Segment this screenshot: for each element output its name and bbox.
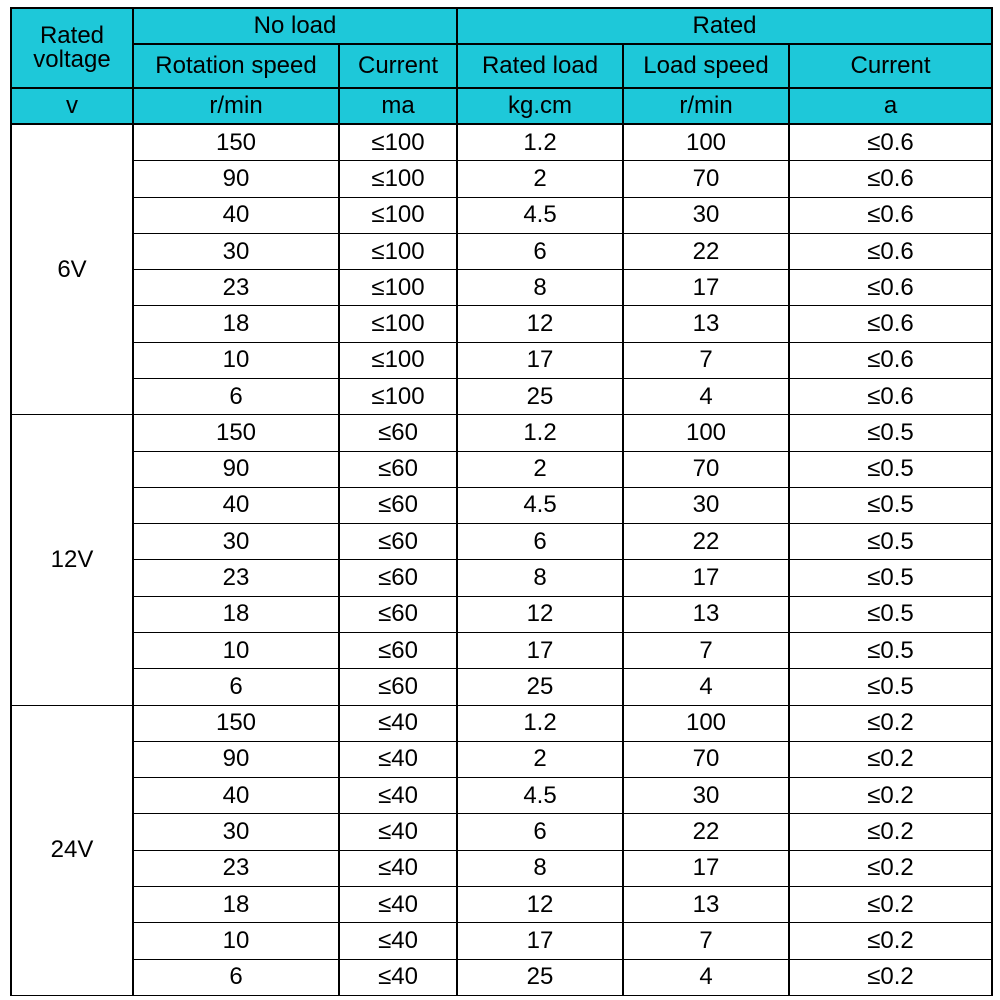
rated-voltage-header-line2: voltage bbox=[33, 46, 111, 73]
table-row bbox=[11, 342, 992, 378]
rated-load-cell: 4.5 bbox=[457, 487, 623, 523]
rated-load-cell: 2 bbox=[457, 451, 623, 487]
no-load-current-cell: ≤100 bbox=[339, 342, 457, 378]
no-load-current-cell: ≤100 bbox=[339, 379, 457, 415]
rotation-speed-cell: 30 bbox=[133, 814, 339, 850]
load-speed-cell: 7 bbox=[623, 923, 789, 959]
rated-current-cell: ≤0.2 bbox=[789, 778, 992, 814]
table-row bbox=[11, 850, 992, 886]
load-speed-cell: 22 bbox=[623, 524, 789, 560]
table-row bbox=[11, 560, 992, 596]
load-speed-cell: 7 bbox=[623, 632, 789, 668]
load-speed-cell: 70 bbox=[623, 161, 789, 197]
no-load-current-cell: ≤60 bbox=[339, 669, 457, 705]
no-load-current-cell: ≤100 bbox=[339, 197, 457, 233]
no-load-current-header: Current bbox=[339, 44, 457, 88]
rated-current-cell: ≤0.6 bbox=[789, 342, 992, 378]
load-speed-cell: 4 bbox=[623, 379, 789, 415]
rated-current-cell: ≤0.5 bbox=[789, 632, 992, 668]
no-load-current-cell: ≤100 bbox=[339, 124, 457, 161]
rated-header: Rated bbox=[457, 8, 992, 44]
load-speed-cell: 7 bbox=[623, 342, 789, 378]
load-speed-cell: 100 bbox=[623, 124, 789, 161]
header-row-groups bbox=[11, 8, 992, 44]
rotation-speed-cell: 150 bbox=[133, 124, 339, 161]
rated-current-cell: ≤0.5 bbox=[789, 560, 992, 596]
rated-load-cell: 1.2 bbox=[457, 705, 623, 741]
table-row bbox=[11, 415, 992, 451]
rated-current-cell: ≤0.6 bbox=[789, 306, 992, 342]
table-row bbox=[11, 451, 992, 487]
rotation-speed-cell: 40 bbox=[133, 778, 339, 814]
rotation-speed-cell: 23 bbox=[133, 560, 339, 596]
no-load-current-cell: ≤40 bbox=[339, 959, 457, 996]
rotation-speed-cell: 10 bbox=[133, 632, 339, 668]
rated-current-cell: ≤0.6 bbox=[789, 197, 992, 233]
table-row bbox=[11, 778, 992, 814]
load-speed-cell: 13 bbox=[623, 306, 789, 342]
table-row bbox=[11, 923, 992, 959]
rated-load-cell: 25 bbox=[457, 959, 623, 996]
load-speed-cell: 30 bbox=[623, 778, 789, 814]
rotation-speed-cell: 40 bbox=[133, 487, 339, 523]
rated-load-cell: 8 bbox=[457, 270, 623, 306]
no-load-current-cell: ≤60 bbox=[339, 560, 457, 596]
rated-load-cell: 4.5 bbox=[457, 778, 623, 814]
rated-current-cell: ≤0.5 bbox=[789, 596, 992, 632]
rated-current-cell: ≤0.5 bbox=[789, 487, 992, 523]
rated-load-cell: 8 bbox=[457, 560, 623, 596]
no-load-current-cell: ≤60 bbox=[339, 451, 457, 487]
rated-load-cell: 12 bbox=[457, 596, 623, 632]
rated-current-cell: ≤0.2 bbox=[789, 886, 992, 922]
voltage-cell: 12V bbox=[11, 415, 133, 705]
table-row bbox=[11, 161, 992, 197]
rated-current-cell: ≤0.5 bbox=[789, 524, 992, 560]
rotation-speed-cell: 40 bbox=[133, 197, 339, 233]
table-header bbox=[11, 8, 992, 124]
rotation-speed-cell: 6 bbox=[133, 669, 339, 705]
no-load-current-cell: ≤60 bbox=[339, 524, 457, 560]
rated-load-cell: 6 bbox=[457, 814, 623, 850]
rated-load-cell: 17 bbox=[457, 632, 623, 668]
rated-load-cell: 6 bbox=[457, 524, 623, 560]
load-speed-cell: 4 bbox=[623, 669, 789, 705]
load-speed-cell: 70 bbox=[623, 741, 789, 777]
rotation-speed-cell: 18 bbox=[133, 596, 339, 632]
load-speed-header: Load speed bbox=[623, 44, 789, 88]
rated-current-cell: ≤0.6 bbox=[789, 233, 992, 269]
table-row bbox=[11, 197, 992, 233]
table-row bbox=[11, 270, 992, 306]
no-load-current-cell: ≤40 bbox=[339, 705, 457, 741]
table-row bbox=[11, 524, 992, 560]
no-load-current-cell: ≤100 bbox=[339, 306, 457, 342]
rotation-speed-header: Rotation speed bbox=[133, 44, 339, 88]
rotation-speed-cell: 30 bbox=[133, 524, 339, 560]
load-speed-cell: 22 bbox=[623, 814, 789, 850]
load-speed-cell: 100 bbox=[623, 705, 789, 741]
no-load-current-cell: ≤60 bbox=[339, 415, 457, 451]
rated-current-cell: ≤0.6 bbox=[789, 161, 992, 197]
rated-load-cell: 6 bbox=[457, 233, 623, 269]
no-load-current-cell: ≤100 bbox=[339, 233, 457, 269]
load-speed-cell: 30 bbox=[623, 197, 789, 233]
table-body bbox=[11, 124, 992, 996]
table-row bbox=[11, 233, 992, 269]
rated-current-cell: ≤0.2 bbox=[789, 923, 992, 959]
table-row bbox=[11, 669, 992, 705]
table-row bbox=[11, 596, 992, 632]
rated-load-cell: 1.2 bbox=[457, 415, 623, 451]
table-row bbox=[11, 124, 992, 161]
rated-current-header: Current bbox=[789, 44, 992, 88]
rated-load-cell: 17 bbox=[457, 342, 623, 378]
rated-current-cell: ≤0.5 bbox=[789, 415, 992, 451]
motor-spec-table bbox=[10, 7, 993, 996]
rated-current-cell: ≤0.6 bbox=[789, 124, 992, 161]
header-row-units bbox=[11, 88, 992, 124]
no-load-header: No load bbox=[133, 8, 457, 44]
rotation-speed-cell: 10 bbox=[133, 342, 339, 378]
table-row bbox=[11, 814, 992, 850]
no-load-current-cell: ≤60 bbox=[339, 487, 457, 523]
rated-load-cell: 25 bbox=[457, 379, 623, 415]
no-load-current-cell: ≤100 bbox=[339, 161, 457, 197]
rated-current-cell: ≤0.2 bbox=[789, 741, 992, 777]
load-speed-cell: 100 bbox=[623, 415, 789, 451]
unit-no-load-current: ma bbox=[339, 88, 457, 124]
rated-current-cell: ≤0.6 bbox=[789, 270, 992, 306]
no-load-current-cell: ≤100 bbox=[339, 270, 457, 306]
no-load-current-cell: ≤40 bbox=[339, 741, 457, 777]
no-load-current-cell: ≤60 bbox=[339, 632, 457, 668]
no-load-current-cell: ≤40 bbox=[339, 814, 457, 850]
table-row bbox=[11, 705, 992, 741]
rated-current-cell: ≤0.5 bbox=[789, 669, 992, 705]
table-row bbox=[11, 306, 992, 342]
rated-load-cell: 17 bbox=[457, 923, 623, 959]
rotation-speed-cell: 10 bbox=[133, 923, 339, 959]
rotation-speed-cell: 23 bbox=[133, 850, 339, 886]
unit-voltage: v bbox=[11, 88, 133, 124]
unit-rotation-speed: r/min bbox=[133, 88, 339, 124]
rotation-speed-cell: 150 bbox=[133, 415, 339, 451]
rotation-speed-cell: 18 bbox=[133, 306, 339, 342]
rotation-speed-cell: 90 bbox=[133, 161, 339, 197]
rated-load-cell: 2 bbox=[457, 161, 623, 197]
rated-current-cell: ≤0.5 bbox=[789, 451, 992, 487]
rated-voltage-header-line1: Rated bbox=[39, 22, 105, 49]
table-row bbox=[11, 886, 992, 922]
rated-load-header: Rated load bbox=[457, 44, 623, 88]
rotation-speed-cell: 18 bbox=[133, 886, 339, 922]
table-row bbox=[11, 959, 992, 996]
load-speed-cell: 17 bbox=[623, 850, 789, 886]
load-speed-cell: 17 bbox=[623, 560, 789, 596]
load-speed-cell: 4 bbox=[623, 959, 789, 996]
rated-current-cell: ≤0.6 bbox=[789, 379, 992, 415]
load-speed-cell: 13 bbox=[623, 596, 789, 632]
table-row bbox=[11, 379, 992, 415]
rated-voltage-header bbox=[11, 8, 133, 88]
no-load-current-cell: ≤40 bbox=[339, 850, 457, 886]
rated-load-cell: 12 bbox=[457, 306, 623, 342]
rated-current-cell: ≤0.2 bbox=[789, 850, 992, 886]
rotation-speed-cell: 90 bbox=[133, 451, 339, 487]
rotation-speed-cell: 23 bbox=[133, 270, 339, 306]
unit-rated-current: a bbox=[789, 88, 992, 124]
no-load-current-cell: ≤60 bbox=[339, 596, 457, 632]
rated-load-cell: 8 bbox=[457, 850, 623, 886]
voltage-cell: 6V bbox=[11, 124, 133, 415]
rated-current-cell: ≤0.2 bbox=[789, 705, 992, 741]
rotation-speed-cell: 90 bbox=[133, 741, 339, 777]
no-load-current-cell: ≤40 bbox=[339, 923, 457, 959]
load-speed-cell: 13 bbox=[623, 886, 789, 922]
load-speed-cell: 17 bbox=[623, 270, 789, 306]
rotation-speed-cell: 6 bbox=[133, 959, 339, 996]
rotation-speed-cell: 30 bbox=[133, 233, 339, 269]
rated-load-cell: 1.2 bbox=[457, 124, 623, 161]
rated-load-cell: 4.5 bbox=[457, 197, 623, 233]
rated-load-cell: 12 bbox=[457, 886, 623, 922]
load-speed-cell: 30 bbox=[623, 487, 789, 523]
header-row-columns bbox=[11, 44, 992, 88]
rotation-speed-cell: 6 bbox=[133, 379, 339, 415]
rated-load-cell: 25 bbox=[457, 669, 623, 705]
rated-current-cell: ≤0.2 bbox=[789, 959, 992, 996]
no-load-current-cell: ≤40 bbox=[339, 778, 457, 814]
voltage-cell: 24V bbox=[11, 705, 133, 995]
rated-current-cell: ≤0.2 bbox=[789, 814, 992, 850]
unit-load-speed: r/min bbox=[623, 88, 789, 124]
table-row bbox=[11, 741, 992, 777]
load-speed-cell: 70 bbox=[623, 451, 789, 487]
table-row bbox=[11, 632, 992, 668]
rotation-speed-cell: 150 bbox=[133, 705, 339, 741]
rated-load-cell: 2 bbox=[457, 741, 623, 777]
table-row bbox=[11, 487, 992, 523]
no-load-current-cell: ≤40 bbox=[339, 886, 457, 922]
load-speed-cell: 22 bbox=[623, 233, 789, 269]
unit-rated-load: kg.cm bbox=[457, 88, 623, 124]
